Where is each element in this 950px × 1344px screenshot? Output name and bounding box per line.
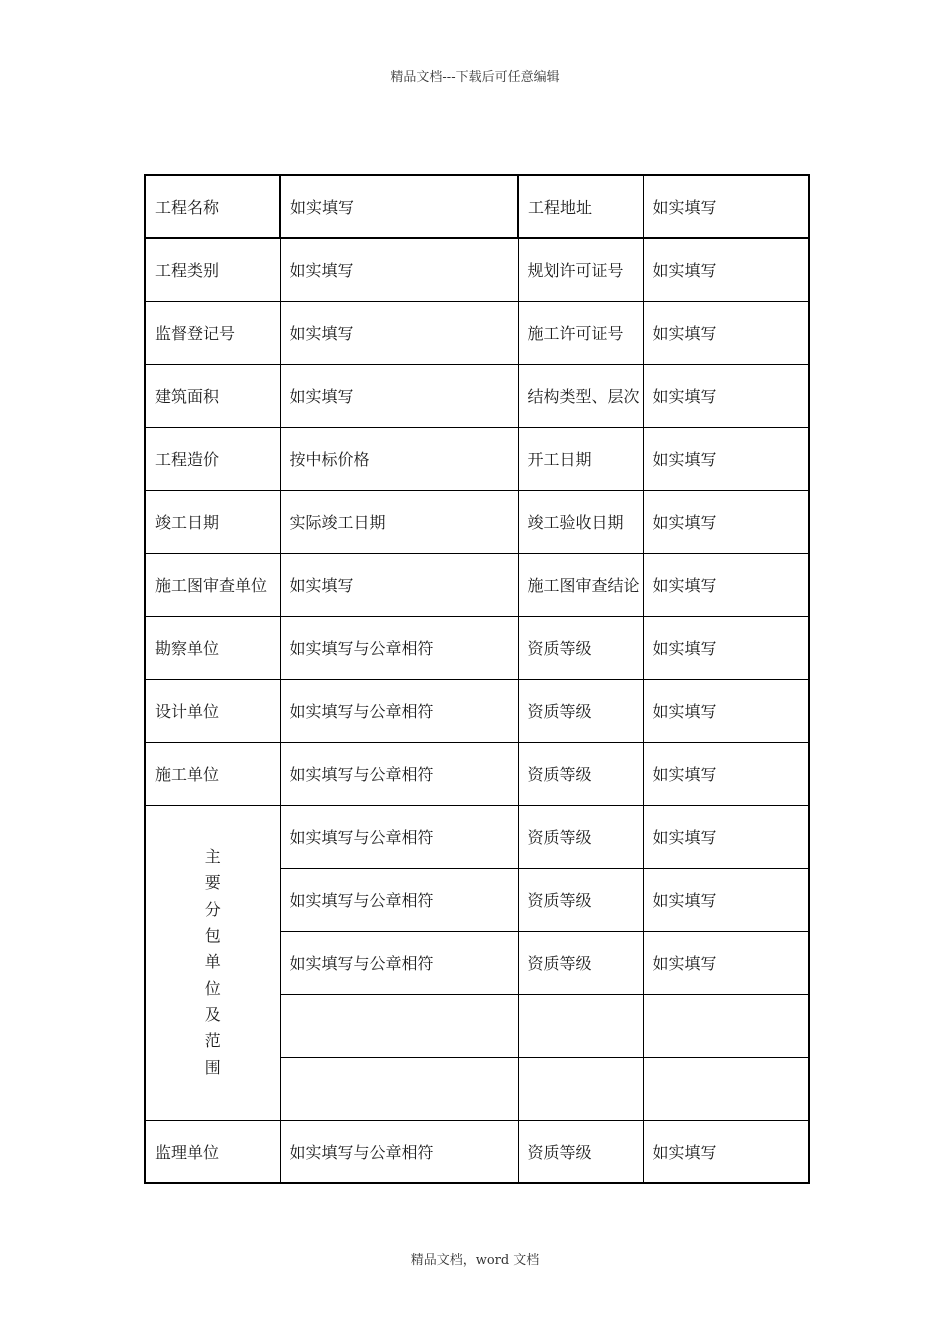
project-info-table	[144, 174, 810, 1184]
field-label: 工程名称	[145, 175, 280, 238]
field-value[interactable]	[280, 1057, 518, 1120]
field-label: 规划许可证号	[518, 238, 643, 301]
field-label: 资质等级	[518, 868, 643, 931]
field-label: 资质等级	[518, 1120, 643, 1183]
field-label: 施工许可证号	[518, 301, 643, 364]
field-value[interactable]: 如实填写	[643, 616, 809, 679]
table-row	[145, 364, 809, 427]
field-value[interactable]: 如实填写	[643, 1120, 809, 1183]
field-value[interactable]: 如实填写	[643, 805, 809, 868]
subcontract-label-cell	[145, 805, 280, 1120]
field-value[interactable]: 如实填写	[280, 364, 518, 427]
field-label: 工程类别	[145, 238, 280, 301]
field-label: 结构类型、层次	[518, 364, 643, 427]
field-value[interactable]: 如实填写	[280, 553, 518, 616]
field-value[interactable]	[643, 1057, 809, 1120]
table-row	[145, 805, 809, 868]
field-label: 工程地址	[518, 175, 643, 238]
field-label: 开工日期	[518, 427, 643, 490]
subcontract-label: 主要分包单位及范围	[204, 847, 221, 1077]
field-value[interactable]: 如实填写	[280, 301, 518, 364]
field-label: 施工图审查单位	[145, 553, 280, 616]
field-value[interactable]: 如实填写	[643, 364, 809, 427]
field-value[interactable]: 如实填写与公章相符	[280, 616, 518, 679]
field-value[interactable]: 如实填写与公章相符	[280, 931, 518, 994]
field-label: 勘察单位	[145, 616, 280, 679]
field-value[interactable]: 如实填写	[643, 742, 809, 805]
table-row	[145, 238, 809, 301]
field-label: 施工单位	[145, 742, 280, 805]
field-label: 资质等级	[518, 805, 643, 868]
field-value[interactable]	[643, 994, 809, 1057]
table-row	[145, 553, 809, 616]
field-value[interactable]: 如实填写	[643, 427, 809, 490]
field-value[interactable]: 如实填写与公章相符	[280, 679, 518, 742]
field-label	[518, 1057, 643, 1120]
field-value[interactable]: 实际竣工日期	[280, 490, 518, 553]
page-header: 精品文档---下载后可任意编辑	[390, 70, 560, 85]
field-value[interactable]: 如实填写	[643, 301, 809, 364]
field-label: 资质等级	[518, 679, 643, 742]
field-value[interactable]: 如实填写	[643, 175, 809, 238]
table-row	[145, 301, 809, 364]
table-row	[145, 742, 809, 805]
field-label	[518, 994, 643, 1057]
table-row	[145, 175, 809, 238]
field-value[interactable]: 如实填写	[643, 868, 809, 931]
table-row	[145, 1120, 809, 1183]
field-label: 竣工验收日期	[518, 490, 643, 553]
field-value[interactable]: 如实填写	[643, 238, 809, 301]
field-label: 竣工日期	[145, 490, 280, 553]
field-value[interactable]: 如实填写	[643, 553, 809, 616]
field-value[interactable]	[280, 994, 518, 1057]
table-row	[145, 616, 809, 679]
field-label: 资质等级	[518, 742, 643, 805]
field-label: 资质等级	[518, 616, 643, 679]
field-value[interactable]: 如实填写	[643, 931, 809, 994]
table-row	[145, 490, 809, 553]
field-value[interactable]: 如实填写与公章相符	[280, 1120, 518, 1183]
field-value[interactable]: 如实填写	[643, 490, 809, 553]
table-row	[145, 427, 809, 490]
table-row	[145, 679, 809, 742]
field-label: 建筑面积	[145, 364, 280, 427]
field-label: 监督登记号	[145, 301, 280, 364]
field-value[interactable]: 按中标价格	[280, 427, 518, 490]
field-value[interactable]: 如实填写与公章相符	[280, 742, 518, 805]
page-footer: 精品文档，word 文档	[410, 1253, 540, 1268]
field-label: 监理单位	[145, 1120, 280, 1183]
field-label: 工程造价	[145, 427, 280, 490]
field-value[interactable]: 如实填写与公章相符	[280, 868, 518, 931]
field-value[interactable]: 如实填写	[280, 175, 518, 238]
field-value[interactable]: 如实填写	[280, 238, 518, 301]
field-label: 设计单位	[145, 679, 280, 742]
field-label: 施工图审查结论	[518, 553, 643, 616]
field-value[interactable]: 如实填写与公章相符	[280, 805, 518, 868]
field-value[interactable]: 如实填写	[643, 679, 809, 742]
field-label: 资质等级	[518, 931, 643, 994]
